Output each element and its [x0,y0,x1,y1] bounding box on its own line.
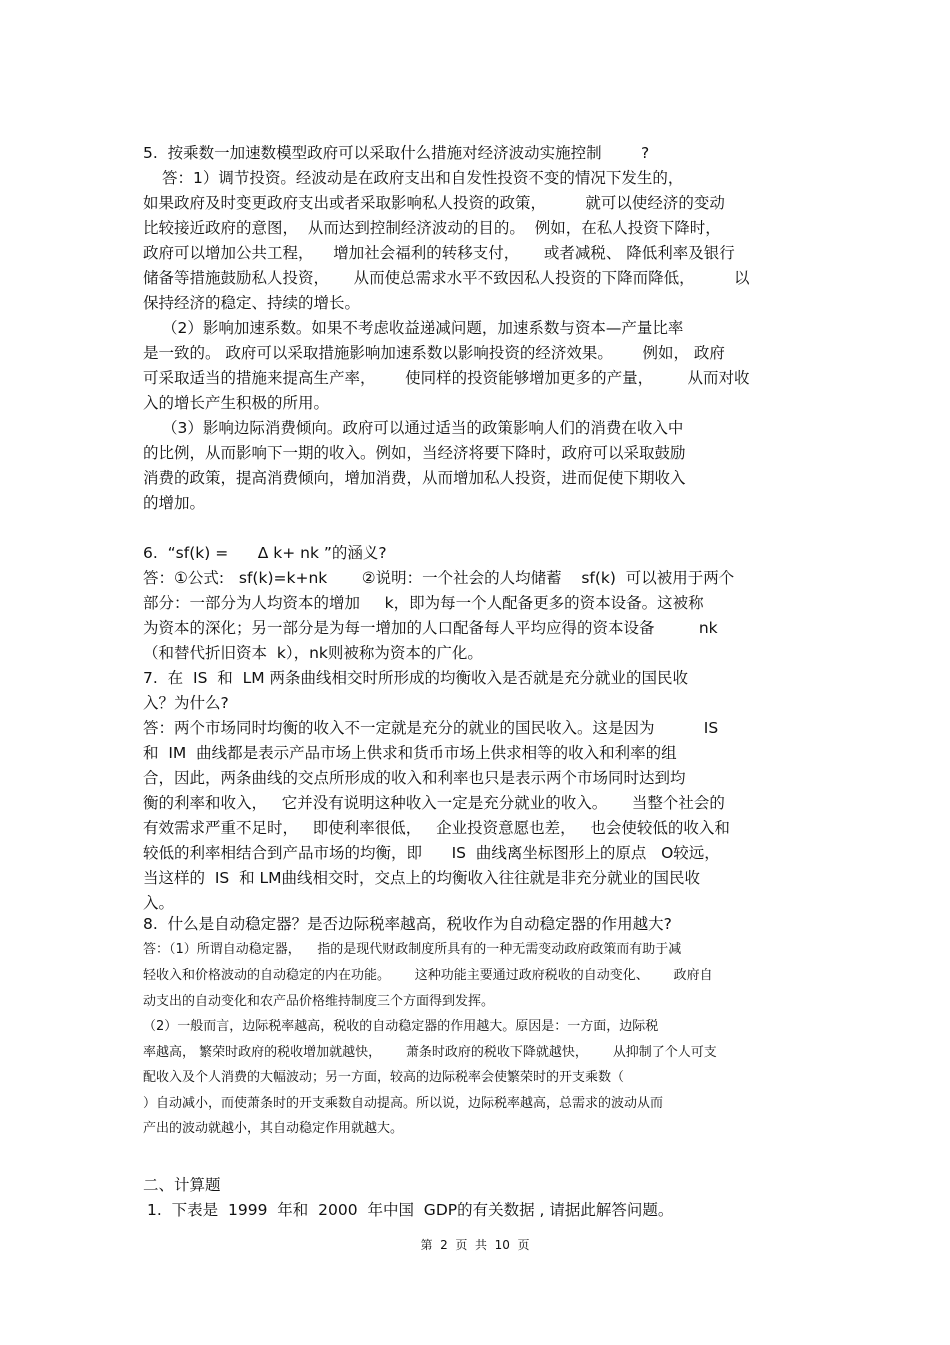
text-line: （2）一般而言，边际税率越高，税收的自动稳定器的作用越大。原因是：一方面，边际税 [143,1019,659,1034]
text-line: 和 IM 曲线都是表示产品市场上供求和货币市场上供求相等的收入和利率的组 [143,744,677,762]
text-line: 率越高， 繁荣时政府的税收增加就越快， 萧条时政府的税收下降就越快， 从抑制了个人可支 [143,1045,717,1060]
text-line: 5. 按乘数一加速数模型政府可以采取什么措施对经济波动实施控制 ? [143,144,650,162]
text-line: （3）影响边际消费倾向。政府可以通过适当的政策影响人们的消费在收入中 [162,419,684,437]
text-line: 6. “sf(k) = Δ k+ nk ”的涵义? [143,544,387,562]
text-line: 可采取适当的措施来提高生产率， 使同样的投资能够增加更多的产量， 从而对收 [143,369,750,387]
text-line: 衡的利率和收入， 它并没有说明这种收入一定是充分就业的收入。 当整个社会的 [143,794,725,812]
page-footer: 第 2 页 共 10 页 [420,1238,530,1252]
text-line: 答：①公式: sf(k)=k+nk ②说明：一个社会的人均储蓄 sf(k) 可以被用于两个 [143,569,735,587]
text-line: （和替代折旧资本 k），nk则被称为资本的广化。 [143,644,483,662]
text-line: 8. 什么是自动稳定器？是否边际税率越高，税收作为自动稳定器的作用越大? [143,915,672,933]
text-line: 的增加。 [143,494,206,512]
text-line: 为资本的深化；另一部分是为每一增加的人口配备每人平均应得的资本设备 nk [143,619,718,637]
text-line: ）自动减小，而使萧条时的开支乘数自动提高。所以说，边际税率越高，总需求的波动从而 [143,1096,664,1111]
text-line: 保持经济的稳定、持续的增长。 [143,294,361,312]
text-line: 配收入及个人消费的大幅波动；另一方面，较高的边际税率会使繁荣时的开支乘数（ [143,1070,625,1085]
text-line: 1. 下表是 1999 年和 2000 年中国 GDP的有关数据 , 请据此解答问题。 [147,1201,674,1219]
text-line: 合，因此，两条曲线的交点所形成的收入和利率也只是表示两个市场同时达到均 [143,769,686,787]
text-line: 的比例，从而影响下一期的收入。例如，当经济将要下降时，政府可以采取鼓励 [143,444,686,462]
text-line: 入？为什么? [143,694,229,712]
text-line: 政府可以增加公共工程， 增加社会福利的转移支付， 或者减税、 降低利率及银行 [143,244,735,262]
text-line: 储备等措施鼓励私人投资， 从而使总需求水平不致因私人投资的下降而降低， 以 [143,269,750,287]
text-line: 有效需求严重不足时， 即使利率很低， 企业投资意愿也差， 也会使较低的收入和 [143,819,730,837]
text-line: 如果政府及时变更政府支出或者采取影响私人投资的政策， 就可以使经济的变动 [143,194,725,212]
text-line: 答：两个市场同时均衡的收入不一定就是充分的就业的国民收入。这是因为 IS [143,719,719,737]
text-line: 动支出的自动变化和农产品价格维持制度三个方面得到发挥。 [143,994,495,1009]
text-line: 入的增长产生积极的所用。 [143,394,330,412]
text-line: 比较接近政府的意图， 从而达到控制经济波动的目的。 例如，在私人投资下降时， [143,219,721,237]
text-line: 产出的波动就越小，其自动稳定作用就越大。 [143,1121,404,1136]
text-line: 消费的政策，提高消费倾向，增加消费，从而增加私人投资，进而促使下期收入 [143,469,686,487]
text-line: （2）影响加速系数。如果不考虑收益递减问题，加速系数与资本—产量比率 [162,319,684,337]
text-line: 入。 [143,894,175,912]
text-line: 答：（1）所谓自动稳定器， 指的是现代财政制度所具有的一种无需变动政府政策而有助于减 [143,942,682,957]
text-line: 答：1）调节投资。经波动是在政府支出和自发性投资不变的情况下发生的， [162,169,684,187]
text-line: 轻收入和价格波动的自动稳定的内在功能。 这种功能主要通过政府税收的自动变化、 政府自 [143,968,713,983]
text-line: 7. 在 IS 和 LM 两条曲线相交时所形成的均衡收入是否就是充分就业的国民收 [143,669,689,687]
text-line: 较低的利率相结合到产品市场的均衡，即 IS 曲线离坐标图形上的原点 O较远， [143,844,720,862]
text-line: 二、计算题 [143,1176,221,1194]
text-line: 是一致的。 政府可以采取措施影响加速系数以影响投资的经济效果。 例如， 政府 [143,344,725,362]
text-line: 部分：一部分为人均资本的增加 k，即为每一个人配备更多的资本设备。这被称 [143,594,704,612]
text-line: 当这样的 IS 和 LM曲线相交时，交点上的均衡收入往往就是非充分就业的国民收 [143,869,701,887]
